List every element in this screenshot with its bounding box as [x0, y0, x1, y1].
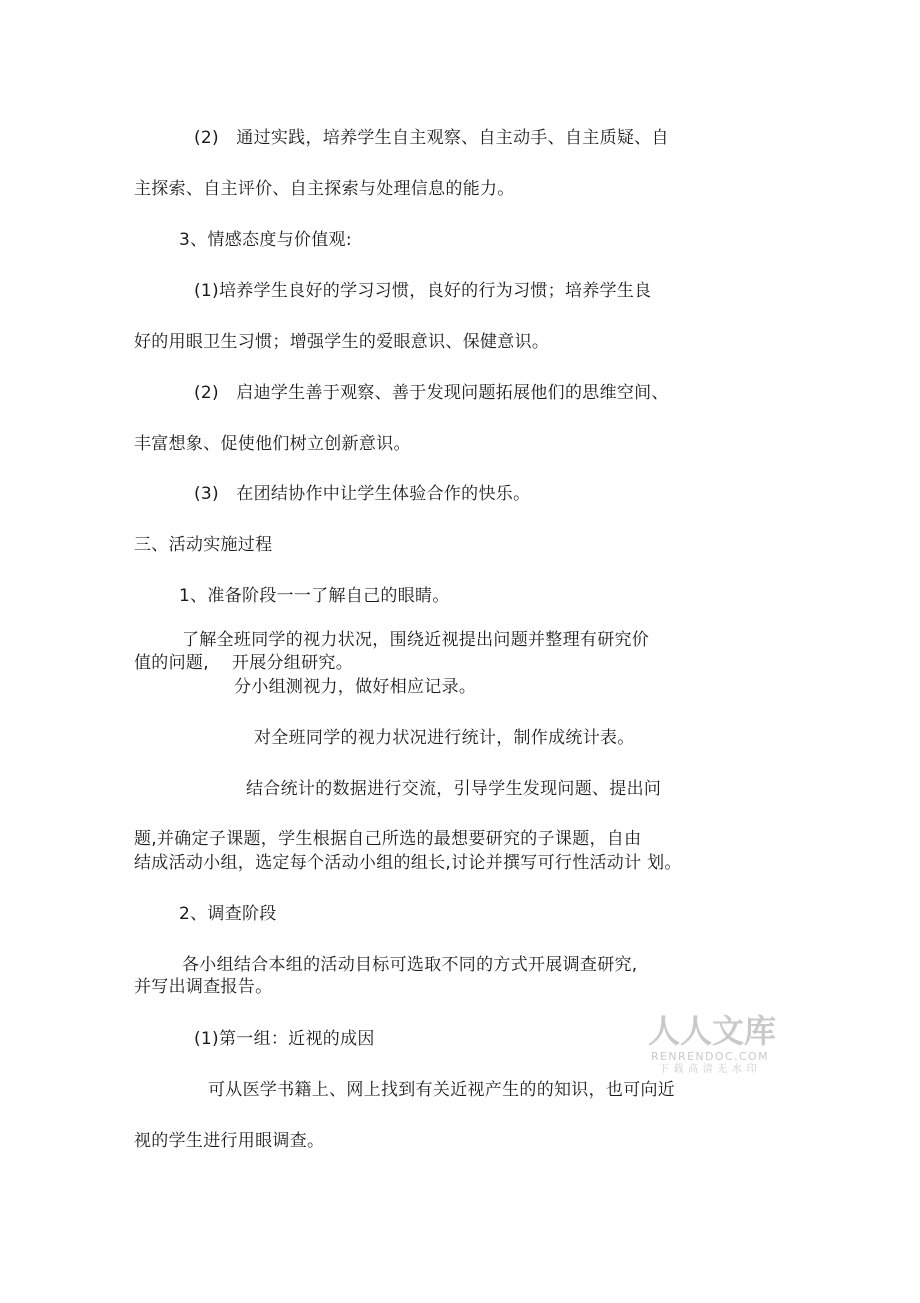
text-line-8: (3) 在团结协作中让学生体验合作的快乐。	[194, 484, 531, 504]
text-line-2: 主探索、自主评价、自主探索与处理信息的能力。	[134, 179, 515, 199]
text-line-21: (1)第一组：近视的成因	[194, 1029, 375, 1049]
text-line-19: 各小组结合本组的活动目标可选取不同的方式开展调查研究,	[182, 955, 638, 975]
text-line-20: 并写出调查报告。	[134, 977, 273, 997]
text-line-12: 值的问题, 开展分组研究。	[134, 653, 354, 673]
text-line-16: 题,并确定子课题，学生根据自己所选的最想要研究的子课题，自由	[134, 829, 642, 849]
text-line-14: 对全班同学的视力状况进行统计，制作成统计表。	[254, 728, 635, 748]
text-line-18: 2、调查阶段	[179, 904, 277, 924]
section-heading: 三、活动实施过程	[134, 535, 273, 555]
text-line-6: (2) 启迪学生善于观察、善于发现问题拓展他们的思维空间、	[194, 383, 669, 403]
text-line-23: 视的学生进行用眼调查。	[134, 1131, 325, 1151]
text-line-22: 可从医学书籍上、网上找到有关近视产生的的知识，也可向近	[208, 1080, 676, 1100]
text-line-3: 3、情感态度与价值观:	[179, 230, 352, 250]
watermark-subtitle: 下载高清无水印	[658, 1064, 762, 1075]
text-line-5: 好的用眼卫生习惯；增强学生的爱眼意识、保健意识。	[134, 332, 550, 352]
text-line-7: 丰富想象、促使他们树立创新意识。	[134, 434, 411, 454]
watermark-title: 人人文库	[648, 1012, 777, 1050]
text-line-1: (2) 通过实践，培养学生自主观察、自主动手、自主质疑、自	[194, 128, 669, 148]
watermark-logo	[648, 1012, 777, 1076]
text-line-11: 了解全班同学的视力状况，围绕近视提出问题并整理有研究价	[182, 630, 650, 650]
text-line-4: (1)培养学生良好的学习习惯，良好的行为习惯；培养学生良	[194, 281, 652, 301]
text-line-15: 结合统计的数据进行交流，引导学生发现问题、提出问	[246, 779, 662, 799]
watermark-domain: RENRENDOC.COM	[651, 1050, 769, 1063]
text-line-10: 1、准备阶段一一了解自己的眼睛。	[179, 586, 450, 606]
text-line-13: 分小组测视力，做好相应记录。	[234, 677, 477, 697]
text-line-17: 结成活动小组，选定每个活动小组的组长,讨论并撰写可行性活动计 划。	[134, 853, 682, 873]
